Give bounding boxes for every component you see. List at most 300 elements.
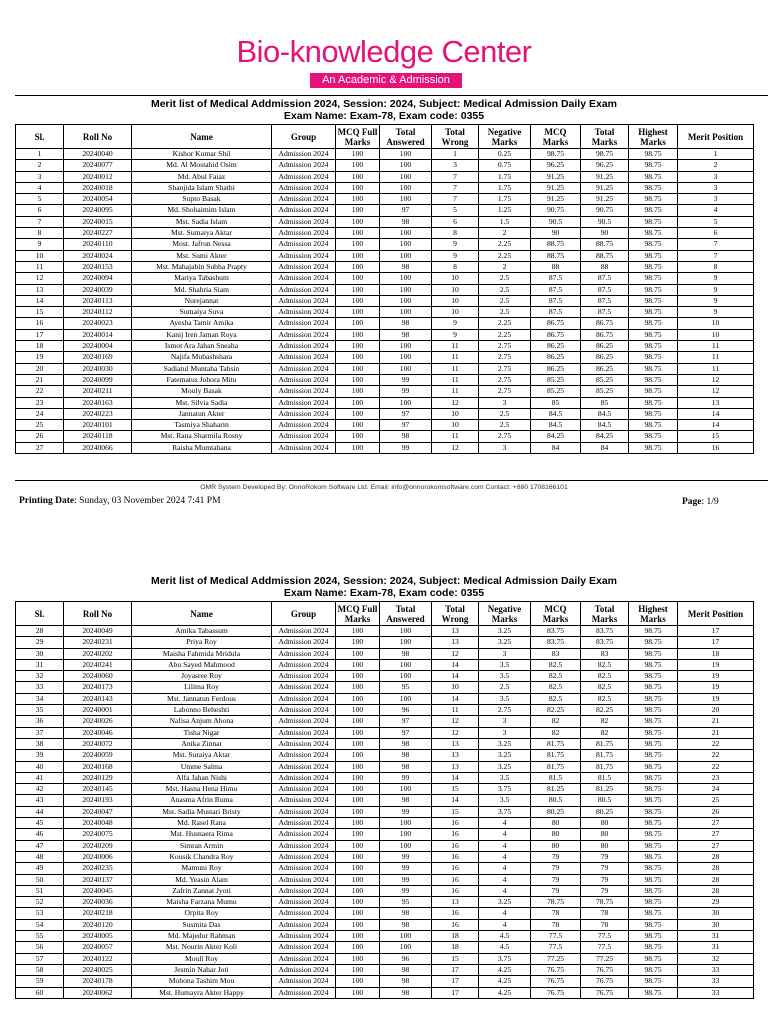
cell-mcq-full: 100 xyxy=(336,216,380,227)
cell-name: Mst. Sumaiya Aktar xyxy=(132,228,272,239)
cell-group: Admission 2024 xyxy=(272,239,336,250)
cell-roll: 20240223 xyxy=(64,408,132,419)
cell-negative: 3.75 xyxy=(479,784,531,795)
cell-name: Alfa Jahan Nishi xyxy=(132,772,272,783)
cell-negative: 3.25 xyxy=(479,761,531,772)
cell-answered: 96 xyxy=(380,705,432,716)
cell-sl: 31 xyxy=(16,659,64,670)
cell-roll: 20240099 xyxy=(64,374,132,385)
table-row xyxy=(16,772,754,783)
col-header-wrong: Total Wrong xyxy=(432,602,479,626)
cell-highest: 98.75 xyxy=(629,772,678,783)
cell-answered: 100 xyxy=(380,671,432,682)
cell-answered: 98 xyxy=(380,738,432,749)
cell-answered: 98 xyxy=(380,261,432,272)
cell-highest: 98.75 xyxy=(629,761,678,772)
cell-highest: 98.75 xyxy=(629,341,678,352)
table-row xyxy=(16,239,754,250)
cell-wrong: 8 xyxy=(432,261,479,272)
cell-mcq-full: 100 xyxy=(336,239,380,250)
cell-name: Nurejannat xyxy=(132,295,272,306)
cell-total-marks: 82.25 xyxy=(581,705,629,716)
table-row xyxy=(16,341,754,352)
cell-highest: 98.75 xyxy=(629,408,678,419)
cell-roll: 20240193 xyxy=(64,795,132,806)
cell-answered: 96 xyxy=(380,953,432,964)
cell-negative: 4 xyxy=(479,818,531,829)
cell-group: Admission 2024 xyxy=(272,919,336,930)
cell-roll: 20240023 xyxy=(64,318,132,329)
cell-mcq-full: 100 xyxy=(336,874,380,885)
cell-name: Mohona Tashim Mou xyxy=(132,976,272,987)
cell-name: Tisha Nigar xyxy=(132,727,272,738)
cell-name: Mst. Sadia Islam xyxy=(132,216,272,227)
cell-sl: 4 xyxy=(16,182,64,193)
cell-mcq-marks: 88 xyxy=(531,261,581,272)
cell-answered: 100 xyxy=(380,637,432,648)
cell-negative: 3.25 xyxy=(479,626,531,637)
cell-roll: 20240095 xyxy=(64,205,132,216)
cell-total-marks: 76.75 xyxy=(581,987,629,998)
cell-merit: 10 xyxy=(678,318,754,329)
cell-mcq-marks: 82.25 xyxy=(531,705,581,716)
cell-sl: 10 xyxy=(16,250,64,261)
merit-title-page-2: Merit list of Medical Addmission 2024, Session: 2024, Subject: Medical Admission Daily Exam xyxy=(150,575,618,587)
cell-total-marks: 79 xyxy=(581,874,629,885)
cell-negative: 2 xyxy=(479,228,531,239)
cell-name: Sumaiya Suva xyxy=(132,307,272,318)
cell-merit: 28 xyxy=(678,851,754,862)
cell-group: Admission 2024 xyxy=(272,738,336,749)
cell-total-marks: 83.75 xyxy=(581,637,629,648)
cell-highest: 98.75 xyxy=(629,250,678,261)
table-row xyxy=(16,750,754,761)
cell-wrong: 11 xyxy=(432,705,479,716)
cell-roll: 20240026 xyxy=(64,716,132,727)
cell-name: Kousik Chandra Roy xyxy=(132,851,272,862)
cell-group: Admission 2024 xyxy=(272,953,336,964)
cell-sl: 36 xyxy=(16,716,64,727)
cell-highest: 98.75 xyxy=(629,716,678,727)
col-header-wrong: Total Wrong xyxy=(432,125,479,149)
cell-negative: 4 xyxy=(479,851,531,862)
cell-sl: 52 xyxy=(16,897,64,908)
cell-roll: 20240211 xyxy=(64,386,132,397)
table-row xyxy=(16,874,754,885)
cell-roll: 20240062 xyxy=(64,987,132,998)
merit-title: Merit list of Medical Addmission 2024, Session: 2024, Subject: Medical Admission Daily Exam xyxy=(150,98,618,110)
col-header-highest: Highest Marks xyxy=(629,125,678,149)
cell-highest: 98.75 xyxy=(629,659,678,670)
cell-group: Admission 2024 xyxy=(272,897,336,908)
cell-total-marks: 77.5 xyxy=(581,942,629,953)
cell-group: Admission 2024 xyxy=(272,874,336,885)
cell-group: Admission 2024 xyxy=(272,987,336,998)
cell-highest: 98.75 xyxy=(629,228,678,239)
table-body xyxy=(16,149,754,454)
cell-mcq-marks: 82.5 xyxy=(531,693,581,704)
cell-mcq-marks: 79 xyxy=(531,874,581,885)
cell-merit: 31 xyxy=(678,931,754,942)
cell-wrong: 10 xyxy=(432,295,479,306)
cell-answered: 98 xyxy=(380,431,432,442)
cell-total-marks: 77.5 xyxy=(581,931,629,942)
col-header-negative: Negative Marks xyxy=(479,125,531,149)
cell-answered: 99 xyxy=(380,442,432,453)
cell-mcq-marks: 90.5 xyxy=(531,216,581,227)
cell-merit: 21 xyxy=(678,716,754,727)
cell-merit: 28 xyxy=(678,874,754,885)
table-row xyxy=(16,976,754,987)
cell-roll: 20240060 xyxy=(64,671,132,682)
cell-negative: 4.5 xyxy=(479,942,531,953)
cell-negative: 3 xyxy=(479,648,531,659)
cell-wrong: 13 xyxy=(432,761,479,772)
cell-name: Orpita Roy xyxy=(132,908,272,919)
cell-negative: 3 xyxy=(479,442,531,453)
table-row xyxy=(16,863,754,874)
table-row xyxy=(16,682,754,693)
cell-roll: 20240075 xyxy=(64,829,132,840)
cell-roll: 20240118 xyxy=(64,431,132,442)
cell-sl: 46 xyxy=(16,829,64,840)
table-row xyxy=(16,307,754,318)
cell-merit: 19 xyxy=(678,682,754,693)
cell-wrong: 14 xyxy=(432,693,479,704)
cell-negative: 0.75 xyxy=(479,160,531,171)
page-label: Page xyxy=(682,497,702,507)
cell-answered: 100 xyxy=(380,284,432,295)
cell-answered: 98 xyxy=(380,648,432,659)
cell-roll: 20240024 xyxy=(64,250,132,261)
cell-wrong: 11 xyxy=(432,352,479,363)
col-header-mcq-full: MCQ Full Marks xyxy=(336,125,380,149)
cell-wrong: 6 xyxy=(432,216,479,227)
cell-roll: 20240030 xyxy=(64,363,132,374)
cell-negative: 2.5 xyxy=(479,273,531,284)
printing-date xyxy=(19,496,221,506)
cell-negative: 4.25 xyxy=(479,987,531,998)
cell-highest: 98.75 xyxy=(629,194,678,205)
cell-merit: 3 xyxy=(678,182,754,193)
cell-merit: 19 xyxy=(678,671,754,682)
cell-mcq-marks: 90.75 xyxy=(531,205,581,216)
cell-sl: 5 xyxy=(16,194,64,205)
cell-highest: 98.75 xyxy=(629,205,678,216)
cell-mcq-full: 100 xyxy=(336,784,380,795)
cell-highest: 98.75 xyxy=(629,738,678,749)
cell-merit: 3 xyxy=(678,171,754,182)
col-header-roll: Roll No xyxy=(64,125,132,149)
cell-name: Mst. Sadia Mustari Bristy xyxy=(132,806,272,817)
cell-merit: 19 xyxy=(678,659,754,670)
cell-sl: 33 xyxy=(16,682,64,693)
cell-group: Admission 2024 xyxy=(272,750,336,761)
table-row xyxy=(16,761,754,772)
cell-name: Susmita Das xyxy=(132,919,272,930)
cell-highest: 98.75 xyxy=(629,295,678,306)
cell-wrong: 16 xyxy=(432,818,479,829)
cell-answered: 98 xyxy=(380,216,432,227)
cell-name: Md. Majedur Rahman xyxy=(132,931,272,942)
cell-answered: 100 xyxy=(380,693,432,704)
cell-sl: 13 xyxy=(16,284,64,295)
cell-answered: 99 xyxy=(380,885,432,896)
cell-merit: 2 xyxy=(678,160,754,171)
cell-sl: 25 xyxy=(16,420,64,431)
cell-negative: 4 xyxy=(479,863,531,874)
col-header-group: Group xyxy=(272,602,336,626)
cell-negative: 2.5 xyxy=(479,420,531,431)
cell-merit: 6 xyxy=(678,228,754,239)
cell-merit: 24 xyxy=(678,784,754,795)
cell-highest: 98.75 xyxy=(629,987,678,998)
cell-sl: 53 xyxy=(16,908,64,919)
cell-mcq-marks: 76.75 xyxy=(531,976,581,987)
cell-roll: 20240120 xyxy=(64,919,132,930)
cell-negative: 4 xyxy=(479,874,531,885)
cell-sl: 48 xyxy=(16,851,64,862)
cell-highest: 98.75 xyxy=(629,626,678,637)
cell-roll: 20240227 xyxy=(64,228,132,239)
cell-group: Admission 2024 xyxy=(272,160,336,171)
table-row xyxy=(16,942,754,953)
cell-highest: 98.75 xyxy=(629,386,678,397)
cell-merit: 33 xyxy=(678,987,754,998)
cell-mcq-marks: 81.5 xyxy=(531,772,581,783)
cell-mcq-marks: 81.75 xyxy=(531,738,581,749)
cell-answered: 100 xyxy=(380,295,432,306)
cell-answered: 97 xyxy=(380,727,432,738)
cell-negative: 0.25 xyxy=(479,149,531,160)
cell-group: Admission 2024 xyxy=(272,931,336,942)
cell-mcq-full: 100 xyxy=(336,908,380,919)
cell-mcq-full: 100 xyxy=(336,953,380,964)
cell-highest: 98.75 xyxy=(629,318,678,329)
cell-roll: 20240018 xyxy=(64,182,132,193)
cell-answered: 97 xyxy=(380,408,432,419)
cell-total-marks: 78.75 xyxy=(581,897,629,908)
table-row xyxy=(16,386,754,397)
cell-wrong: 16 xyxy=(432,908,479,919)
cell-answered: 100 xyxy=(380,942,432,953)
cell-total-marks: 80 xyxy=(581,818,629,829)
cell-mcq-marks: 83.75 xyxy=(531,626,581,637)
printing-date-label: Printing Date xyxy=(19,496,75,506)
cell-answered: 100 xyxy=(380,363,432,374)
cell-merit: 4 xyxy=(678,205,754,216)
cell-group: Admission 2024 xyxy=(272,784,336,795)
cell-mcq-full: 100 xyxy=(336,363,380,374)
cell-negative: 2.75 xyxy=(479,705,531,716)
cell-mcq-marks: 77.5 xyxy=(531,942,581,953)
cell-group: Admission 2024 xyxy=(272,329,336,340)
cell-total-marks: 91.25 xyxy=(581,194,629,205)
cell-roll: 20240137 xyxy=(64,874,132,885)
cell-answered: 100 xyxy=(380,273,432,284)
cell-name: Kishor Kumar Shil xyxy=(132,149,272,160)
cell-highest: 98.75 xyxy=(629,363,678,374)
cell-negative: 3.5 xyxy=(479,795,531,806)
cell-sl: 32 xyxy=(16,671,64,682)
cell-answered: 95 xyxy=(380,897,432,908)
cell-mcq-full: 100 xyxy=(336,228,380,239)
cell-group: Admission 2024 xyxy=(272,295,336,306)
cell-total-marks: 84.25 xyxy=(581,431,629,442)
cell-wrong: 16 xyxy=(432,851,479,862)
cell-answered: 97 xyxy=(380,205,432,216)
cell-mcq-full: 100 xyxy=(336,626,380,637)
cell-roll: 20240040 xyxy=(64,149,132,160)
cell-merit: 33 xyxy=(678,976,754,987)
cell-mcq-full: 100 xyxy=(336,408,380,419)
cell-wrong: 13 xyxy=(432,738,479,749)
header-divider xyxy=(15,95,768,96)
cell-negative: 4 xyxy=(479,829,531,840)
cell-roll: 20240014 xyxy=(64,329,132,340)
cell-answered: 100 xyxy=(380,397,432,408)
cell-sl: 56 xyxy=(16,942,64,953)
cell-group: Admission 2024 xyxy=(272,671,336,682)
cell-merit: 13 xyxy=(678,397,754,408)
cell-mcq-full: 100 xyxy=(336,261,380,272)
col-header-merit: Merit Position xyxy=(678,602,754,626)
cell-roll: 20240045 xyxy=(64,885,132,896)
table-row xyxy=(16,442,754,453)
cell-total-marks: 96.25 xyxy=(581,160,629,171)
cell-mcq-full: 100 xyxy=(336,341,380,352)
cell-name: Ayesha Tamir Amika xyxy=(132,318,272,329)
cell-highest: 98.75 xyxy=(629,885,678,896)
cell-group: Admission 2024 xyxy=(272,363,336,374)
cell-group: Admission 2024 xyxy=(272,659,336,670)
table-header-row xyxy=(16,125,754,149)
cell-mcq-marks: 78 xyxy=(531,919,581,930)
cell-highest: 98.75 xyxy=(629,784,678,795)
cell-mcq-marks: 83 xyxy=(531,648,581,659)
cell-mcq-full: 100 xyxy=(336,931,380,942)
cell-wrong: 9 xyxy=(432,318,479,329)
cell-group: Admission 2024 xyxy=(272,408,336,419)
cell-mcq-full: 100 xyxy=(336,716,380,727)
cell-highest: 98.75 xyxy=(629,942,678,953)
cell-merit: 12 xyxy=(678,374,754,385)
cell-mcq-full: 100 xyxy=(336,885,380,896)
cell-name: Umme Salma xyxy=(132,761,272,772)
cell-total-marks: 88.75 xyxy=(581,250,629,261)
cell-wrong: 16 xyxy=(432,885,479,896)
table-row xyxy=(16,171,754,182)
cell-negative: 2.75 xyxy=(479,341,531,352)
table-row xyxy=(16,637,754,648)
cell-answered: 98 xyxy=(380,976,432,987)
cell-mcq-marks: 76.75 xyxy=(531,987,581,998)
cell-answered: 100 xyxy=(380,626,432,637)
cell-mcq-marks: 80.5 xyxy=(531,795,581,806)
cell-wrong: 14 xyxy=(432,795,479,806)
cell-group: Admission 2024 xyxy=(272,318,336,329)
cell-sl: 30 xyxy=(16,648,64,659)
table-row xyxy=(16,228,754,239)
cell-total-marks: 86.75 xyxy=(581,329,629,340)
cell-total-marks: 81.5 xyxy=(581,772,629,783)
table-row xyxy=(16,318,754,329)
cell-group: Admission 2024 xyxy=(272,261,336,272)
cell-mcq-full: 100 xyxy=(336,352,380,363)
cell-mcq-full: 100 xyxy=(336,987,380,998)
cell-name: Mariya Tabashum xyxy=(132,273,272,284)
cell-negative: 3.25 xyxy=(479,637,531,648)
cell-highest: 98.75 xyxy=(629,750,678,761)
cell-wrong: 18 xyxy=(432,942,479,953)
cell-merit: 16 xyxy=(678,442,754,453)
cell-roll: 20240110 xyxy=(64,239,132,250)
cell-mcq-marks: 86.75 xyxy=(531,318,581,329)
cell-merit: 1 xyxy=(678,149,754,160)
cell-sl: 29 xyxy=(16,637,64,648)
cell-negative: 2.25 xyxy=(479,239,531,250)
cell-name: Priya Roy xyxy=(132,637,272,648)
cell-merit: 27 xyxy=(678,818,754,829)
cell-group: Admission 2024 xyxy=(272,818,336,829)
cell-name: Most. Jafrun Nessa xyxy=(132,239,272,250)
cell-highest: 98.75 xyxy=(629,818,678,829)
cell-group: Admission 2024 xyxy=(272,216,336,227)
cell-group: Admission 2024 xyxy=(272,397,336,408)
cell-negative: 2.5 xyxy=(479,307,531,318)
cell-group: Admission 2024 xyxy=(272,761,336,772)
cell-group: Admission 2024 xyxy=(272,863,336,874)
cell-wrong: 5 xyxy=(432,205,479,216)
cell-group: Admission 2024 xyxy=(272,194,336,205)
cell-mcq-marks: 87.5 xyxy=(531,273,581,284)
cell-mcq-full: 100 xyxy=(336,431,380,442)
cell-sl: 54 xyxy=(16,919,64,930)
cell-roll: 20240047 xyxy=(64,806,132,817)
cell-mcq-full: 100 xyxy=(336,386,380,397)
cell-negative: 4.25 xyxy=(479,964,531,975)
table-row xyxy=(16,851,754,862)
cell-wrong: 16 xyxy=(432,919,479,930)
cell-negative: 2.25 xyxy=(479,329,531,340)
cell-mcq-full: 100 xyxy=(336,705,380,716)
footer-divider xyxy=(15,480,768,481)
cell-sl: 8 xyxy=(16,228,64,239)
table-row xyxy=(16,818,754,829)
cell-answered: 99 xyxy=(380,874,432,885)
cell-group: Admission 2024 xyxy=(272,840,336,851)
cell-total-marks: 82.5 xyxy=(581,682,629,693)
cell-merit: 17 xyxy=(678,626,754,637)
cell-sl: 58 xyxy=(16,964,64,975)
cell-wrong: 7 xyxy=(432,171,479,182)
cell-name: Mouly Basak xyxy=(132,386,272,397)
col-header-name: Name xyxy=(132,125,272,149)
cell-wrong: 16 xyxy=(432,840,479,851)
cell-total-marks: 85 xyxy=(581,397,629,408)
cell-group: Admission 2024 xyxy=(272,386,336,397)
cell-highest: 98.75 xyxy=(629,442,678,453)
cell-negative: 2.75 xyxy=(479,386,531,397)
cell-name: Raisha Mumtahana xyxy=(132,442,272,453)
cell-wrong: 9 xyxy=(432,239,479,250)
cell-mcq-full: 100 xyxy=(336,964,380,975)
cell-mcq-full: 100 xyxy=(336,420,380,431)
cell-roll: 20240129 xyxy=(64,772,132,783)
cell-answered: 97 xyxy=(380,716,432,727)
cell-mcq-marks: 80.25 xyxy=(531,806,581,817)
cell-mcq-full: 100 xyxy=(336,648,380,659)
